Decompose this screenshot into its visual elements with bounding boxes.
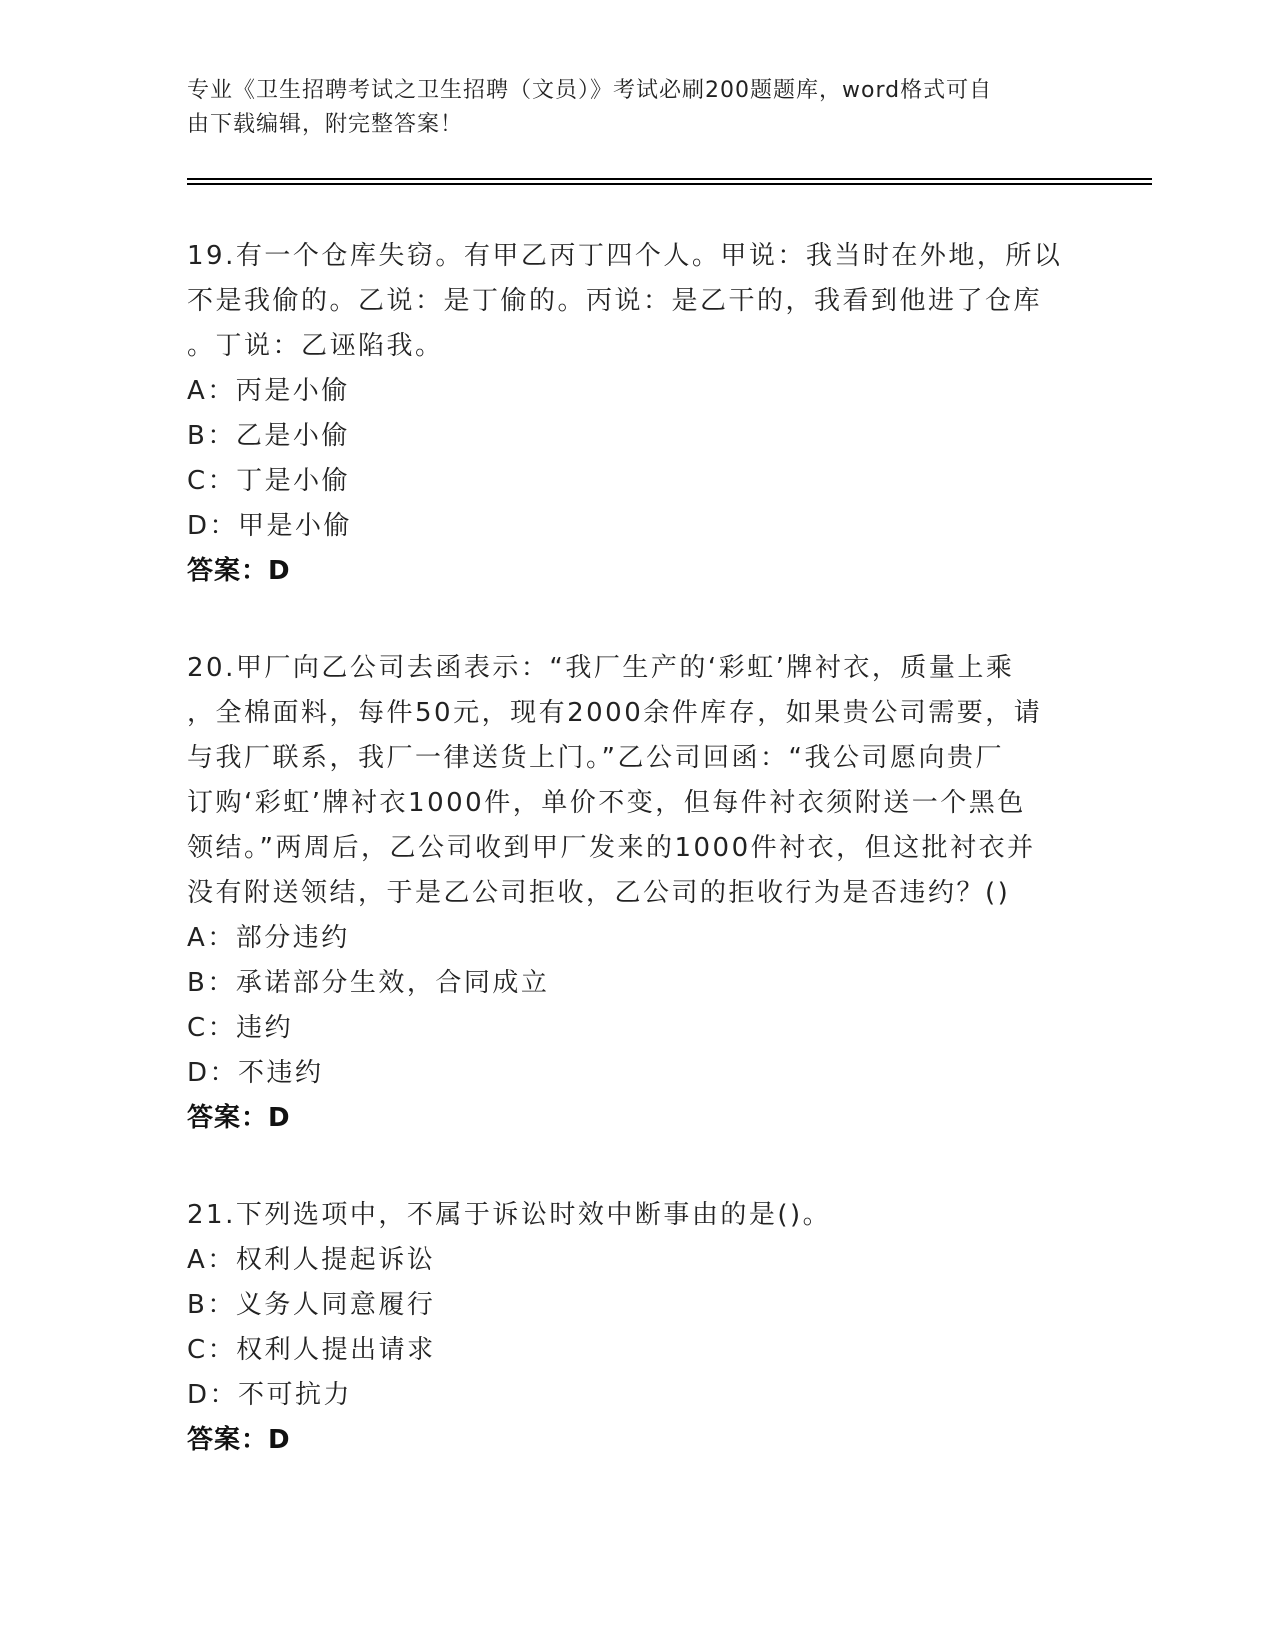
question-stem-line: 不是我偷的。乙说：是丁偷的。丙说：是乙干的，我看到他进了仓库 — [187, 286, 1043, 316]
option-a: A：丙是小偷 — [187, 376, 350, 406]
header-divider-bottom — [187, 183, 1152, 185]
header-divider-top — [187, 178, 1152, 180]
option-a: A：部分违约 — [187, 923, 350, 953]
question-stem-line: 领结。”两周后，乙公司收到甲厂发来的1000件衬衣，但这批衬衣并 — [187, 833, 1036, 863]
option-b: B：承诺部分生效，合同成立 — [187, 968, 550, 998]
question-21 — [187, 1193, 1077, 1463]
option-b: B：义务人同意履行 — [187, 1290, 436, 1320]
option-a: A：权利人提起诉讼 — [187, 1245, 436, 1275]
question-stem-line: 与我厂联系，我厂一律送货上门。”乙公司回函：“我公司愿向贵厂 — [187, 743, 1004, 773]
option-d: D：不可抗力 — [187, 1380, 353, 1410]
option-d: D：甲是小偷 — [187, 511, 353, 541]
question-19 — [187, 234, 1077, 594]
question-stem-line: 。丁说：乙诬陷我。 — [187, 331, 444, 361]
question-stem-line: 20.甲厂向乙公司去函表示：“我厂生产的‘彩虹’牌衬衣，质量上乘 — [187, 653, 1015, 683]
header-line-1: 专业《卫生招聘考试之卫生招聘（文员）》考试必刷200题题库，word格式可自 — [187, 78, 993, 103]
document-header — [187, 74, 1067, 142]
header-line-2: 由下载编辑，附完整答案！ — [187, 112, 464, 137]
question-stem-line: 19.有一个仓库失窃。有甲乙丙丁四个人。甲说：我当时在外地，所以 — [187, 241, 1063, 271]
option-c: C：权利人提出请求 — [187, 1335, 436, 1365]
answer: 答案：D — [187, 1425, 291, 1455]
option-b: B：乙是小偷 — [187, 421, 350, 451]
question-stem-line: 订购‘彩虹’牌衬衣1000件，单价不变，但每件衬衣须附送一个黑色 — [187, 788, 1026, 818]
question-stem-line: ，全棉面料，每件50元，现有2000余件库存，如果贵公司需要，请 — [187, 698, 1043, 728]
answer: 答案：D — [187, 556, 291, 586]
option-c: C：违约 — [187, 1013, 294, 1043]
question-stem-line: 21.下列选项中，不属于诉讼时效中断事由的是()。 — [187, 1200, 832, 1230]
question-stem-line: 没有附送领结，于是乙公司拒收，乙公司的拒收行为是否违约？() — [187, 878, 1011, 908]
option-d: D：不违约 — [187, 1058, 324, 1088]
answer: 答案：D — [187, 1103, 291, 1133]
question-20 — [187, 646, 1077, 1141]
option-c: C：丁是小偷 — [187, 466, 351, 496]
